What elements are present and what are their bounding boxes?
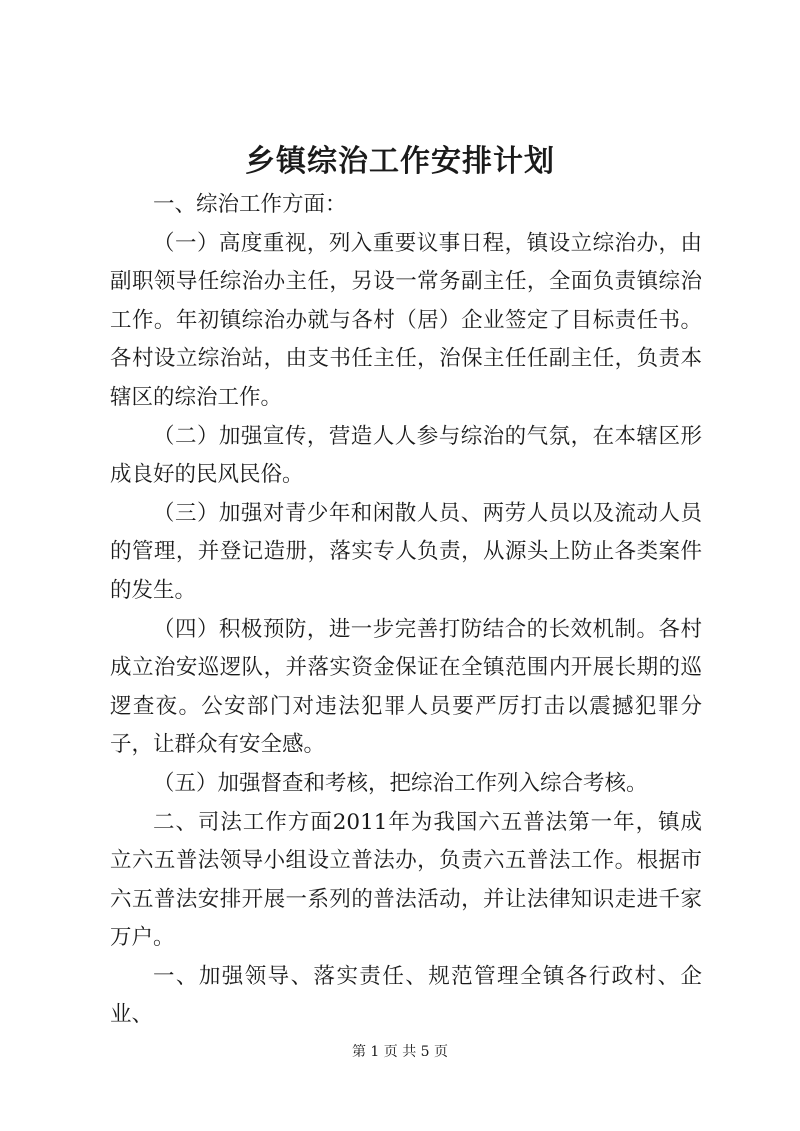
paragraph-item-5: （五）加强督查和考核，把综治工作列入综合考核。 bbox=[153, 770, 648, 796]
document-title: 乡镇综治工作安排计划 bbox=[245, 144, 555, 179]
paragraph-item-2: （二）加强宣传，营造人人参与综治的气氛，在本辖区形成良好的民风民俗。 bbox=[110, 423, 702, 488]
paragraph-item-1: （一）高度重视，列入重要议事日程，镇设立综治办，由副职领导任综治办主任，另设一常务副主任，全面负责镇综治工作。年初镇综治办就与各村（居）企业签定了目标责任书。各村设立综治站，由支书任主任，治保主任任副主任，负责本辖区的综治工作。 bbox=[110, 230, 702, 410]
paragraph-section-1-heading: 一、综治工作方面： bbox=[153, 192, 347, 217]
paragraph-item-4: （四）积极预防，进一步完善打防结合的长效机制。各村成立治安巡逻队，并落实资金保证在全镇范围内开展长期的巡逻查夜。公安部门对违法犯罪人员要严厉打击以震撼犯罪分子，让群众有安全感。 bbox=[110, 616, 702, 758]
page-number-footer: 第 1 页 共 5 页 bbox=[351, 1044, 449, 1060]
paragraph-section-2: 二、司法工作方面2011年为我国六五普法第一年，镇成立六五普法领导小组设立普法办，负责六五普法工作。根据市六五普法安排开展一系列的普法活动，并让法律知识走进千家万户。 bbox=[110, 809, 702, 951]
paragraph-section-2-item-1: 一、加强领导、落实责任、规范管理全镇各行政村、企业、 bbox=[110, 963, 702, 1028]
paragraph-item-3: （三）加强对青少年和闲散人员、两劳人员以及流动人员的管理，并登记造册，落实专人负责，从源头上防止各类案件的发生。 bbox=[110, 500, 702, 603]
document-body bbox=[110, 186, 702, 1035]
